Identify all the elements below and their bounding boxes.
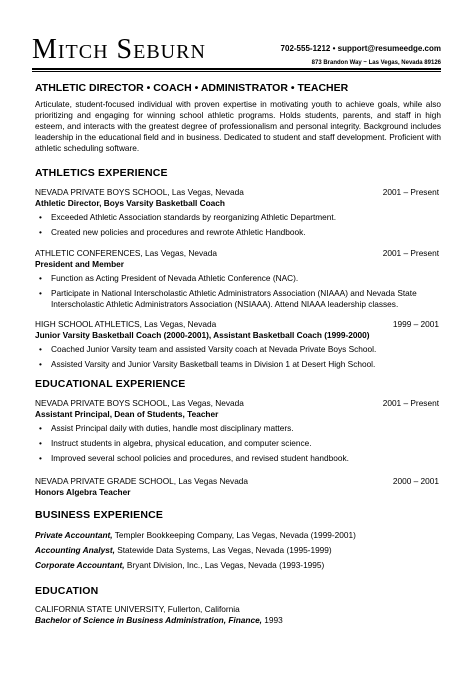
job-org: NEVADA PRIVATE GRADE SCHOOL, Las Vegas Nevada (35, 476, 249, 486)
job-algebra-teacher (35, 476, 439, 498)
business-experience-heading: BUSINESS EXPERIENCE (35, 509, 164, 521)
business-company: Statewide Data Systems, Las Vegas, Nevada (1995-1999) (114, 545, 332, 555)
job-dates: 2001 – Present (382, 398, 439, 408)
job-high-school-athletics (35, 319, 439, 374)
job-header-row (35, 319, 439, 330)
job-bullet: • Exceeded Athletic Association standards by reorganizing Athletic Department. (35, 212, 439, 223)
job-header-row (35, 248, 439, 259)
job-dates: 2000 – 2001 (392, 476, 439, 486)
job-org: NEVADA PRIVATE BOYS SCHOOL, Las Vegas, Nevada (35, 398, 244, 408)
job-dates: 1999 – 2001 (392, 319, 439, 329)
job-assistant-principal (35, 398, 439, 468)
job-org: ATHLETIC CONFERENCES, Las Vegas, Nevada (35, 248, 217, 258)
business-company: Bryant Division, Inc., Las Vegas, Nevada (1993-1995) (124, 560, 325, 570)
job-header-row (35, 398, 439, 409)
job-bullet: • Assist Principal daily with duties, handle most disciplinary matters. (35, 423, 439, 434)
job-athletic-conferences (35, 248, 439, 314)
job-title: Honors Algebra Teacher (35, 487, 131, 497)
education-degree-line (35, 615, 439, 626)
candidate-name: Mitch Seburn (32, 34, 206, 65)
educational-experience-heading: EDUCATIONAL EXPERIENCE (35, 378, 186, 390)
job-title: President and Member (35, 259, 124, 269)
job-bullets (35, 273, 439, 310)
business-role: Corporate Accountant, (35, 560, 125, 570)
job-bullet: • Coached Junior Varsity team and assisted Varsity coach at Nevada Private Boys School. (35, 344, 439, 355)
job-header-row (35, 476, 439, 487)
business-list (35, 530, 439, 575)
job-bullets (35, 423, 439, 464)
job-bullet: • Participate in National Interscholastic Athletic Administrators Association (NIAAA) and Nevada State Interscholastic Athletic Administrators Association (NSIAAA). Attend NIAAA leadership classes. (35, 288, 439, 310)
job-bullets (35, 344, 439, 370)
header-rule (32, 68, 441, 70)
job-title: Assistant Principal, Dean of Students, Teacher (35, 409, 219, 419)
education-school: CALIFORNIA STATE UNIVERSITY, Fullerton, California (35, 604, 240, 614)
education-entry (35, 604, 439, 626)
business-item (35, 560, 439, 571)
address-line: 873 Brandon Way ~ Las Vegas, Nevada 89126 (311, 60, 441, 66)
job-bullets (35, 212, 439, 238)
athletics-heading: ATHLETICS EXPERIENCE (35, 167, 168, 179)
job-org: HIGH SCHOOL ATHLETICS, Las Vegas, Nevada (35, 319, 217, 329)
business-item (35, 545, 439, 556)
job-bullet: • Function as Acting President of Nevada Athletic Conference (NAC). (35, 273, 439, 284)
headline: ATHLETIC DIRECTOR • COACH • ADMINISTRATOR • TEACHER (35, 82, 349, 94)
education-heading: EDUCATION (35, 585, 99, 597)
header-rule-thin (32, 71, 441, 72)
business-company: Templer Bookkeeping Company, Las Vegas, Nevada (1999-2001) (112, 530, 356, 540)
job-bullet: • Improved several school policies and procedures, and revised student handbook. (35, 453, 439, 464)
job-dates: 2001 – Present (382, 248, 439, 258)
summary-paragraph: Articulate, student-focused individual with proven expertise in motivating youth to achieve goals, while also prioritizing and engaging for winning school athletic programs. Holds students, parents, and staff in high esteem, and interacts with the greatest degree of professionalism and personal integrity. Background includes leadership in the educational field and in business. Dedicated to student and staff development. Proficient with athletic scheduling software. (35, 99, 441, 153)
job-athletic-director (35, 187, 439, 242)
business-role: Accounting Analyst, (35, 545, 115, 555)
business-item (35, 530, 439, 541)
education-year: 1993 (262, 615, 283, 625)
business-role: Private Accountant, (35, 530, 113, 540)
contact-line: 702-555-1212 • support@resumeedge.com (280, 44, 441, 53)
job-dates: 2001 – Present (382, 187, 439, 197)
job-title: Athletic Director, Boys Varsity Basketball Coach (35, 198, 225, 208)
job-header-row (35, 187, 439, 198)
job-bullet: • Created new policies and procedures and rewrote Athletic Handbook. (35, 227, 439, 238)
job-org: NEVADA PRIVATE BOYS SCHOOL, Las Vegas, Nevada (35, 187, 244, 197)
job-bullet: • Assisted Varsity and Junior Varsity Basketball teams in Division 1 at Desert High School. (35, 359, 439, 370)
job-title: Junior Varsity Basketball Coach (2000-2001), Assistant Basketball Coach (1999-2000) (35, 330, 370, 340)
education-degree: Bachelor of Science in Business Administration, Finance, (35, 615, 262, 625)
job-bullet: • Instruct students in algebra, physical education, and computer science. (35, 438, 439, 449)
